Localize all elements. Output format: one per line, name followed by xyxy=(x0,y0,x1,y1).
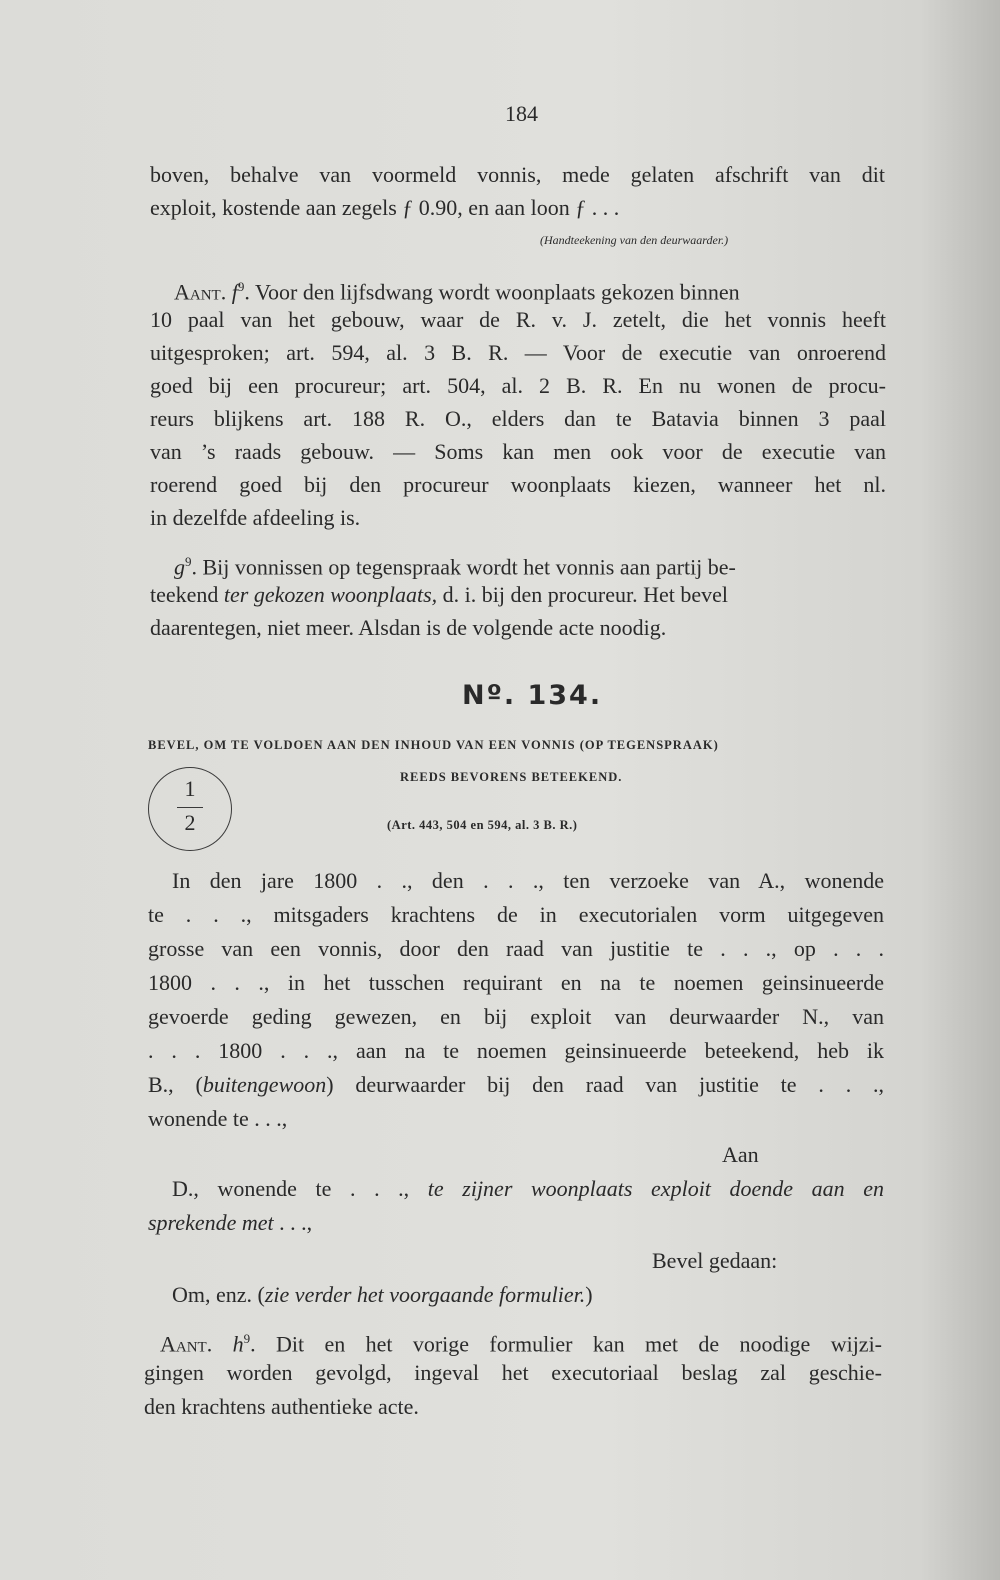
note-h-line-2: gingen worden gevolgd, ingeval het executoriaal beslag zal geschie- xyxy=(144,1360,882,1385)
addressee-line-2-italic: sprekende met xyxy=(148,1210,274,1235)
note-h-line-3: den krachtens authentieke acte. xyxy=(144,1394,419,1419)
note-f-line: roerend goed bij den procureur woonplaats kiezen, wanneer het nl. xyxy=(150,472,886,497)
page-number: 184 xyxy=(505,101,538,126)
form-reference: (Art. 443, 504 en 594, al. 3 B. R.) xyxy=(387,818,578,832)
note-h-marker: h xyxy=(232,1331,244,1357)
om-pre: Om, enz. ( xyxy=(172,1282,265,1307)
note-f-line: reurs blijkens art. 188 R. O., elders dan te Batavia binnen 3 paal xyxy=(150,406,886,431)
stamp-denominator: 2 xyxy=(184,810,196,835)
om-line xyxy=(172,1278,593,1311)
note-g-line-2-pre: teekend xyxy=(150,582,224,607)
note-g-line-2 xyxy=(150,578,728,611)
signature-note: (Handteekening van den deurwaarder.) xyxy=(540,233,729,247)
form-title-line-1: BEVEL, OM TE VOLDOEN AAN DEN INHOUD VAN EEN VONNIS (OP TEGENSPRAAK) xyxy=(148,738,719,752)
note-g-line-3: daarentegen, niet meer. Alsdan is de volgende acte noodig. xyxy=(150,615,667,640)
stamp-numerator: 1 xyxy=(184,776,196,801)
addressee-line-2-post: . . ., xyxy=(273,1210,313,1235)
note-f-line: in dezelfde afdeeling is. xyxy=(150,505,361,530)
act-line: grosse van een vonnis, door den raad van justitie te . . ., op . . . xyxy=(148,936,884,961)
act-line-7-italic: buitengewoon xyxy=(202,1072,327,1097)
aan-label: Aan xyxy=(722,1142,759,1167)
om-italic: zie verder het voorgaande formulier. xyxy=(264,1282,586,1307)
bevel-gedaan: Bevel gedaan: xyxy=(652,1248,778,1273)
addressee-italic: te zijner woonplaats exploit doende aan en xyxy=(427,1176,885,1201)
note-f-line: uitgesproken; art. 594, al. 3 B. R. — Voor de executie van onroerend xyxy=(150,340,886,365)
intro-line-1: boven, behalve van voormeld vonnis, mede gelaten afschrift van dit xyxy=(150,162,885,187)
note-h-label: Aant. xyxy=(160,1331,213,1357)
note-f-label: Aant. xyxy=(174,279,227,305)
act-line: . . . 1800 . . ., aan na te noemen geinsinueerde beteekend, heb ik xyxy=(148,1038,884,1063)
act-line: te . . ., mitsgaders krachtens de in executorialen vorm uitgegeven xyxy=(148,902,884,927)
note-g-marker: g xyxy=(174,554,185,580)
form-number: Nº. 134. xyxy=(462,680,603,711)
note-f-marker: f xyxy=(231,279,238,305)
form-title-line-2: REEDS BEVORENS BETEEKEND. xyxy=(400,770,623,784)
note-g-text-1: . Bij vonnissen op tegenspraak wordt het vonnis aan partij be- xyxy=(191,554,736,580)
note-g-sup: 9 xyxy=(185,554,192,569)
note-f-text-0: . Voor den lijfsdwang wordt woonplaats gekozen binnen xyxy=(244,279,740,305)
fraction-stamp xyxy=(148,767,232,851)
addressee-line-2 xyxy=(148,1206,312,1239)
act-line: 1800 . . ., in het tusschen requirant en na te noemen geinsinueerde xyxy=(148,970,884,995)
note-h-text-1: . Dit en het vorige formulier kan met de noodige wijzi- xyxy=(250,1331,883,1357)
note-f-line: van ’s raads gebouw. — Soms kan men ook voor de executie van xyxy=(150,439,886,464)
note-f-line: goed bij een procureur; art. 504, al. 2 B. R. En nu wonen de procu- xyxy=(150,373,886,398)
note-h-sup: 9 xyxy=(243,1331,251,1346)
intro-line-2: exploit, kostende aan zegels ƒ 0.90, en aan loon ƒ . . . xyxy=(150,195,620,220)
note-g-line-2-post: d. i. bij den procureur. Het bevel xyxy=(437,582,728,607)
note-f-line: 10 paal van het gebouw, waar de R. v. J. zetelt, die het vonnis heeft xyxy=(150,307,886,332)
addressee-pre: D., wonende te . . ., xyxy=(172,1176,428,1201)
note-g-line-2-italic: ter gekozen woonplaats, xyxy=(223,582,438,607)
om-post: ) xyxy=(585,1282,593,1307)
act-line-8: wonende te . . ., xyxy=(148,1106,288,1131)
act-line: gevoerde geding gewezen, en bij exploit van deurwaarder N., van xyxy=(148,1004,884,1029)
act-line-7-pre: B., ( xyxy=(148,1072,203,1097)
addressee-line-1 xyxy=(172,1172,884,1205)
act-line: In den jare 1800 . ., den . . ., ten verzoeke van A., wonende xyxy=(172,868,884,893)
note-f-sup: 9 xyxy=(237,279,245,294)
note-h-line-1 xyxy=(160,1322,882,1360)
act-line-7 xyxy=(148,1068,884,1101)
act-line-7-post: ) deurwaarder bij den raad van justitie te . . ., xyxy=(326,1072,884,1097)
stamp-fraction-bar xyxy=(177,807,203,808)
